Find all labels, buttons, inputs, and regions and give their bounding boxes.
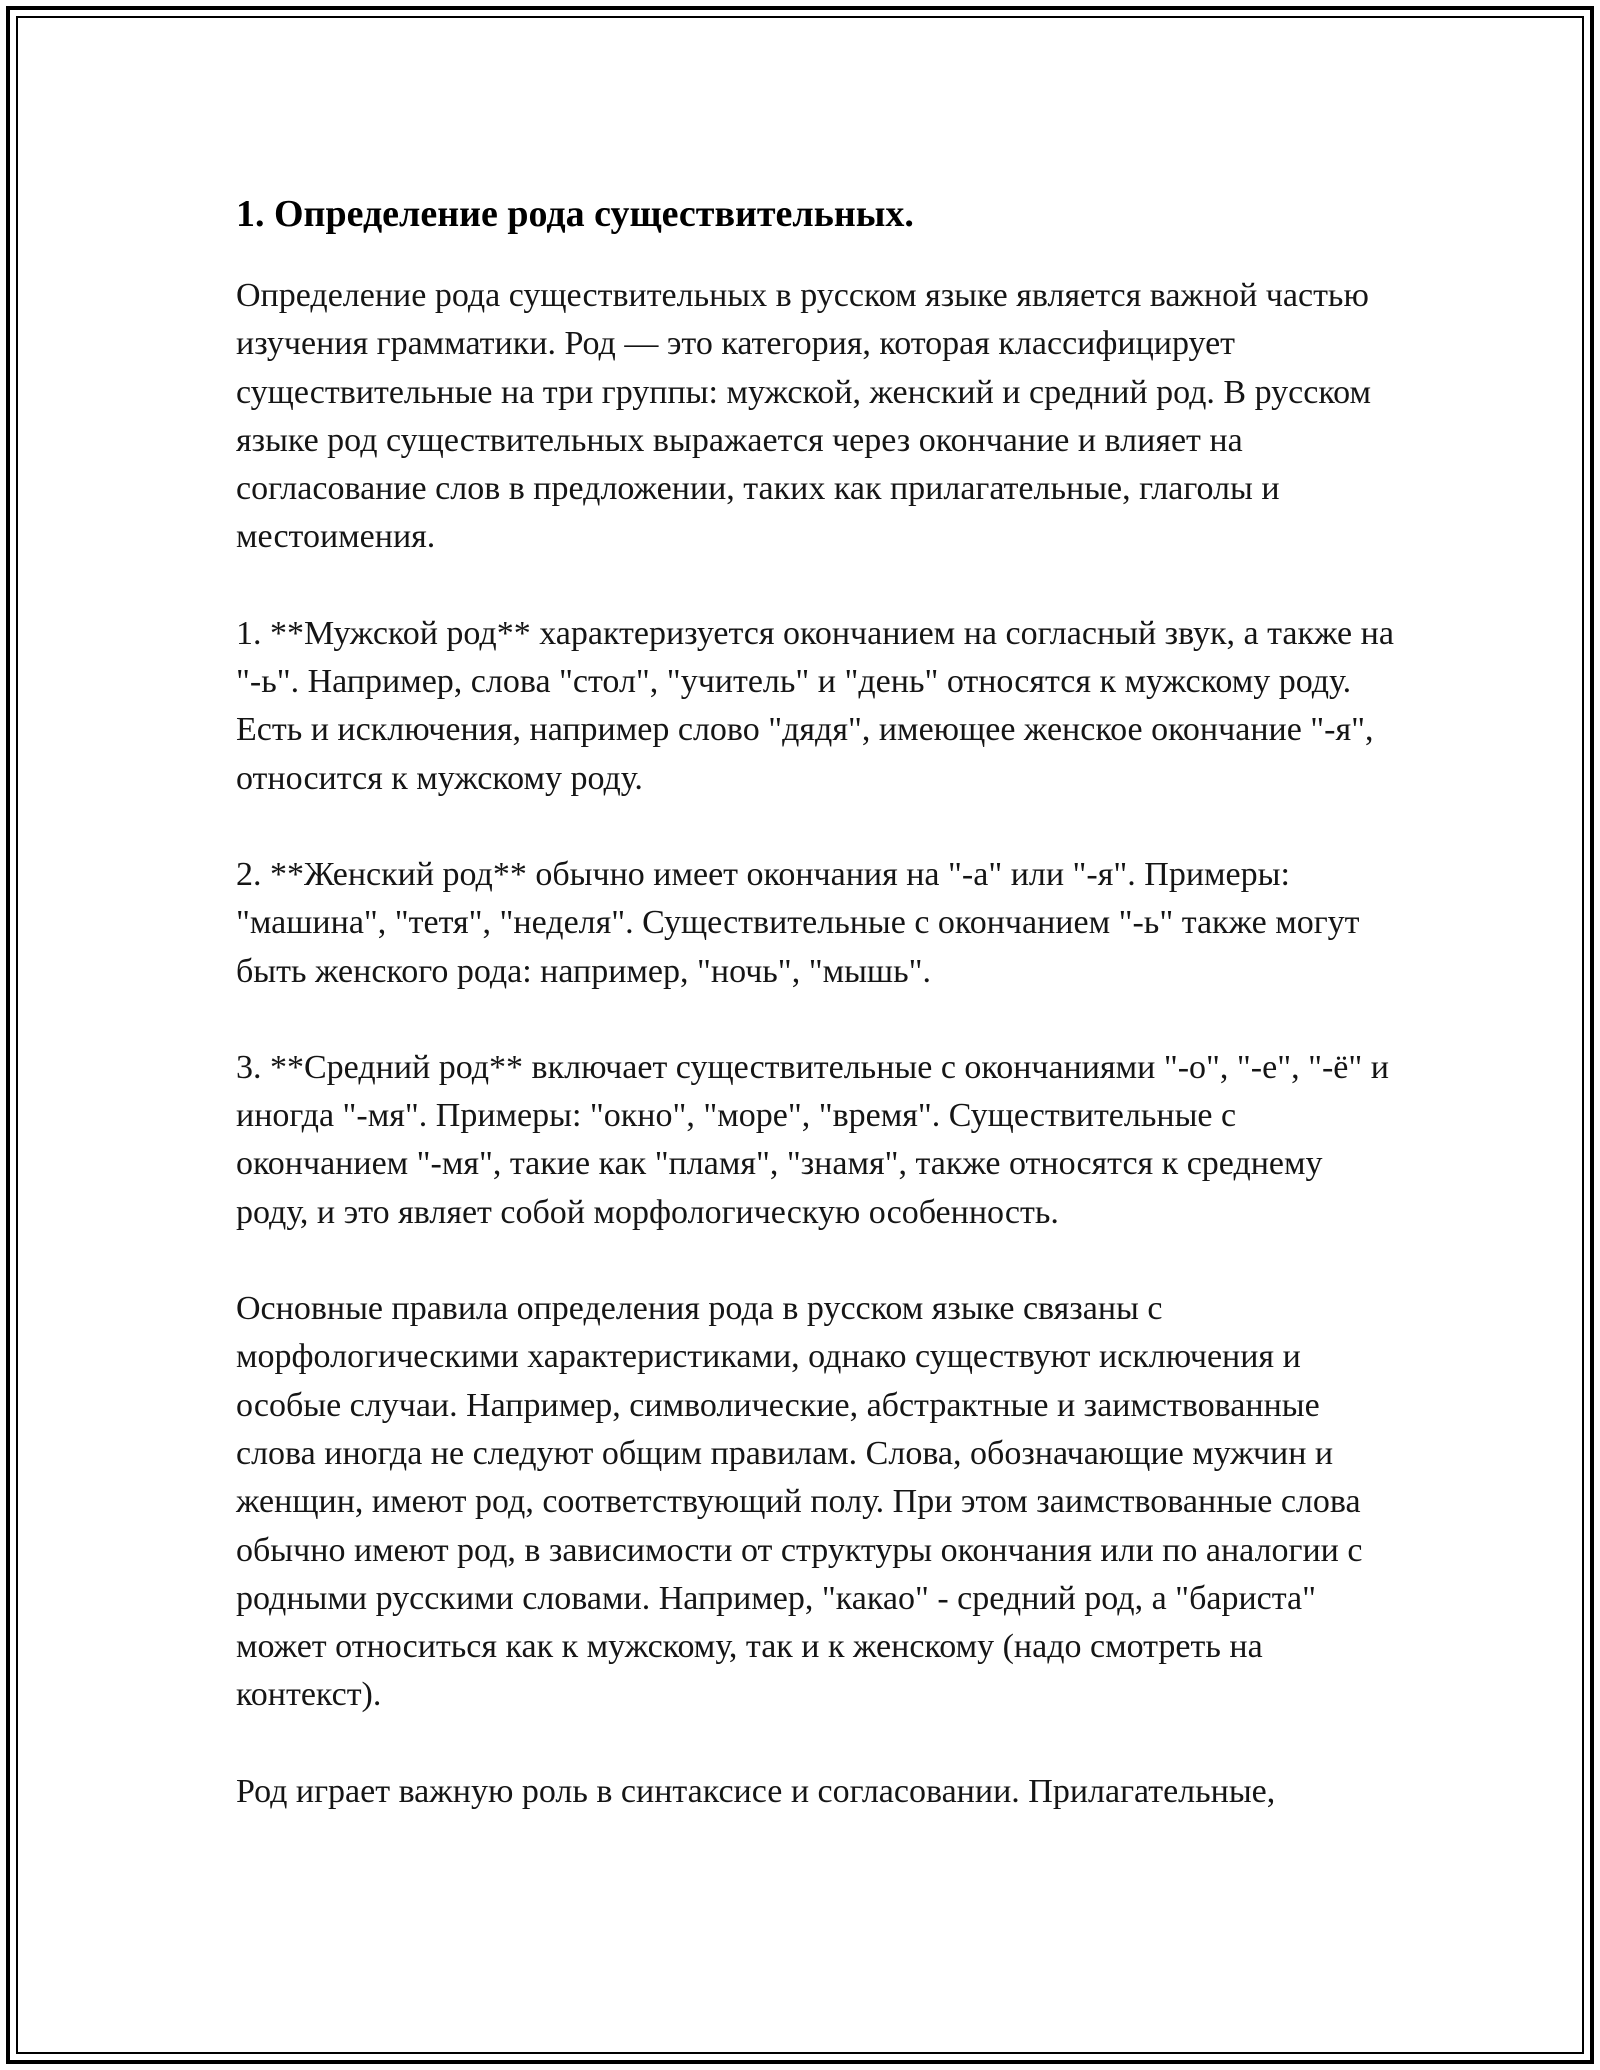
paragraph-masculine: 1. **Мужской род** характеризуется окончанием на согласный звук, а также на "-ь". Например, слова "стол", "учитель" и "день" относятся к мужскому роду. Есть и исключения, например слово "дядя", имеющее женское окончание "-я", относится к мужскому роду. bbox=[236, 614, 1394, 797]
paragraph-neuter: 3. **Средний род** включает существительные с окончаниями "-о", "-е", "-ё" и иногда "-мя". Примеры: "окно", "море", "время". Существительные с окончанием "-мя", такие как "пламя", "знамя", также относятся к среднему роду, и это являет собой морфологическую особенность. bbox=[236, 1048, 1389, 1231]
section-heading: 1. Определение рода существительных. bbox=[236, 193, 914, 235]
paragraph-syntax: Род играет важную роль в синтаксисе и согласовании. Прилагательные, bbox=[236, 1772, 1276, 1810]
document-body bbox=[236, 186, 1396, 1864]
paragraph-feminine: 2. **Женский род** обычно имеет окончания на "-а" или "-я". Примеры: "машина", "тетя", "неделя". Существительные с окончанием "-ь" также могут быть женского рода: например, "ночь", "мышь". bbox=[236, 855, 1360, 990]
paragraph-intro: Определение рода существительных в русском языке является важной частью изучения грамматики. Род — это категория, которая классифицирует существительные на три группы: мужской, женский и средний род. В русском языке род существительных выражается через окончание и влияет на согласование слов в предложении, таких как прилагательные, глаголы и местоимения. bbox=[236, 277, 1371, 556]
paragraph-rules: Основные правила определения рода в русском языке связаны с морфологическими характеристиками, однако существуют исключения и особые случаи. Например, символические, абстрактные и заимствованные слова иногда не следуют общим правилам. Слова, обозначающие мужчин и женщин, имеют род, соответствующий полу. При этом заимствованные слова обычно имеют род, в зависимости от структуры окончания или по аналогии с родными русскими словами. Например, "какао" - средний род, а "бариста" может относиться как к мужскому, так и к женскому (надо смотреть на контекст). bbox=[236, 1290, 1363, 1714]
